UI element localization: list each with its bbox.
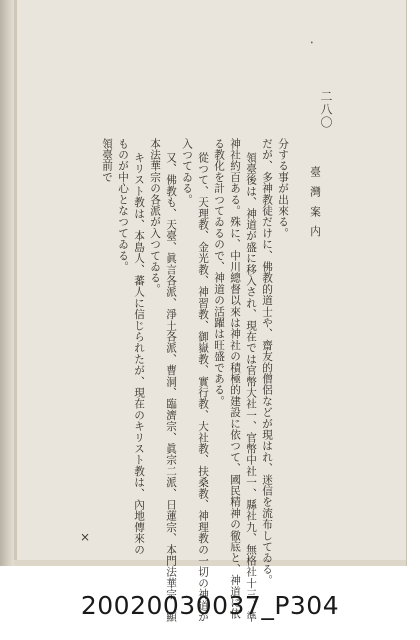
text-column-5: る教化を計つてゐるので、神道の活躍は旺盛である。 xyxy=(213,138,225,407)
running-title: 臺 灣 案 内 xyxy=(309,166,321,240)
footer-mark: × xyxy=(80,530,91,544)
text-column-11: ものが中心となつてゐる。 xyxy=(117,138,129,273)
page-number: 二八〇 xyxy=(319,90,333,129)
text-column-2: だが、多神教徒だけに、佛教的道士や、齋友的僧侶などが現はれ、迷信を流布してゐる。 xyxy=(261,138,273,586)
small-mark: • xyxy=(310,40,314,47)
text-column-1: 分する事が出來る。 xyxy=(277,138,289,239)
page-bottom-edge xyxy=(14,560,406,566)
text-column-4: 神社約百ある。殊に、中川總督以來は神社の積極的建設に依つて、國民精神の徹底と、神道に依 xyxy=(229,138,241,620)
text-column-7: 入つてゐる。 xyxy=(181,138,193,206)
text-column-10: キリスト教は、本島人、蕃人に信じられたが、現在のキリスト教は、內地傳來の xyxy=(133,152,145,556)
text-column-12: 領臺前で xyxy=(101,138,113,183)
text-column-6: 從つて、天理教、金光教、神習教、御嶽教、實行教、大社教、扶桑教、神理教の一切の神道が xyxy=(197,152,209,623)
page-crease xyxy=(14,0,17,566)
text-column-3: 領臺後は、神道が盛に移入され、現在では官幣大社一、官幣中社一、縣社九、無格社十三、準 xyxy=(245,152,257,623)
text-column-9: 本法華宗の各派が入つてゐる。 xyxy=(149,138,161,295)
text-column-8: 又、佛教も、天臺、眞言各派、淨土各派、曹洞、臨濟宗、眞宗二派、日蓮宗、本門法華宗 顯 xyxy=(165,152,177,623)
image-caption: 20020030037_P304 xyxy=(80,590,340,620)
